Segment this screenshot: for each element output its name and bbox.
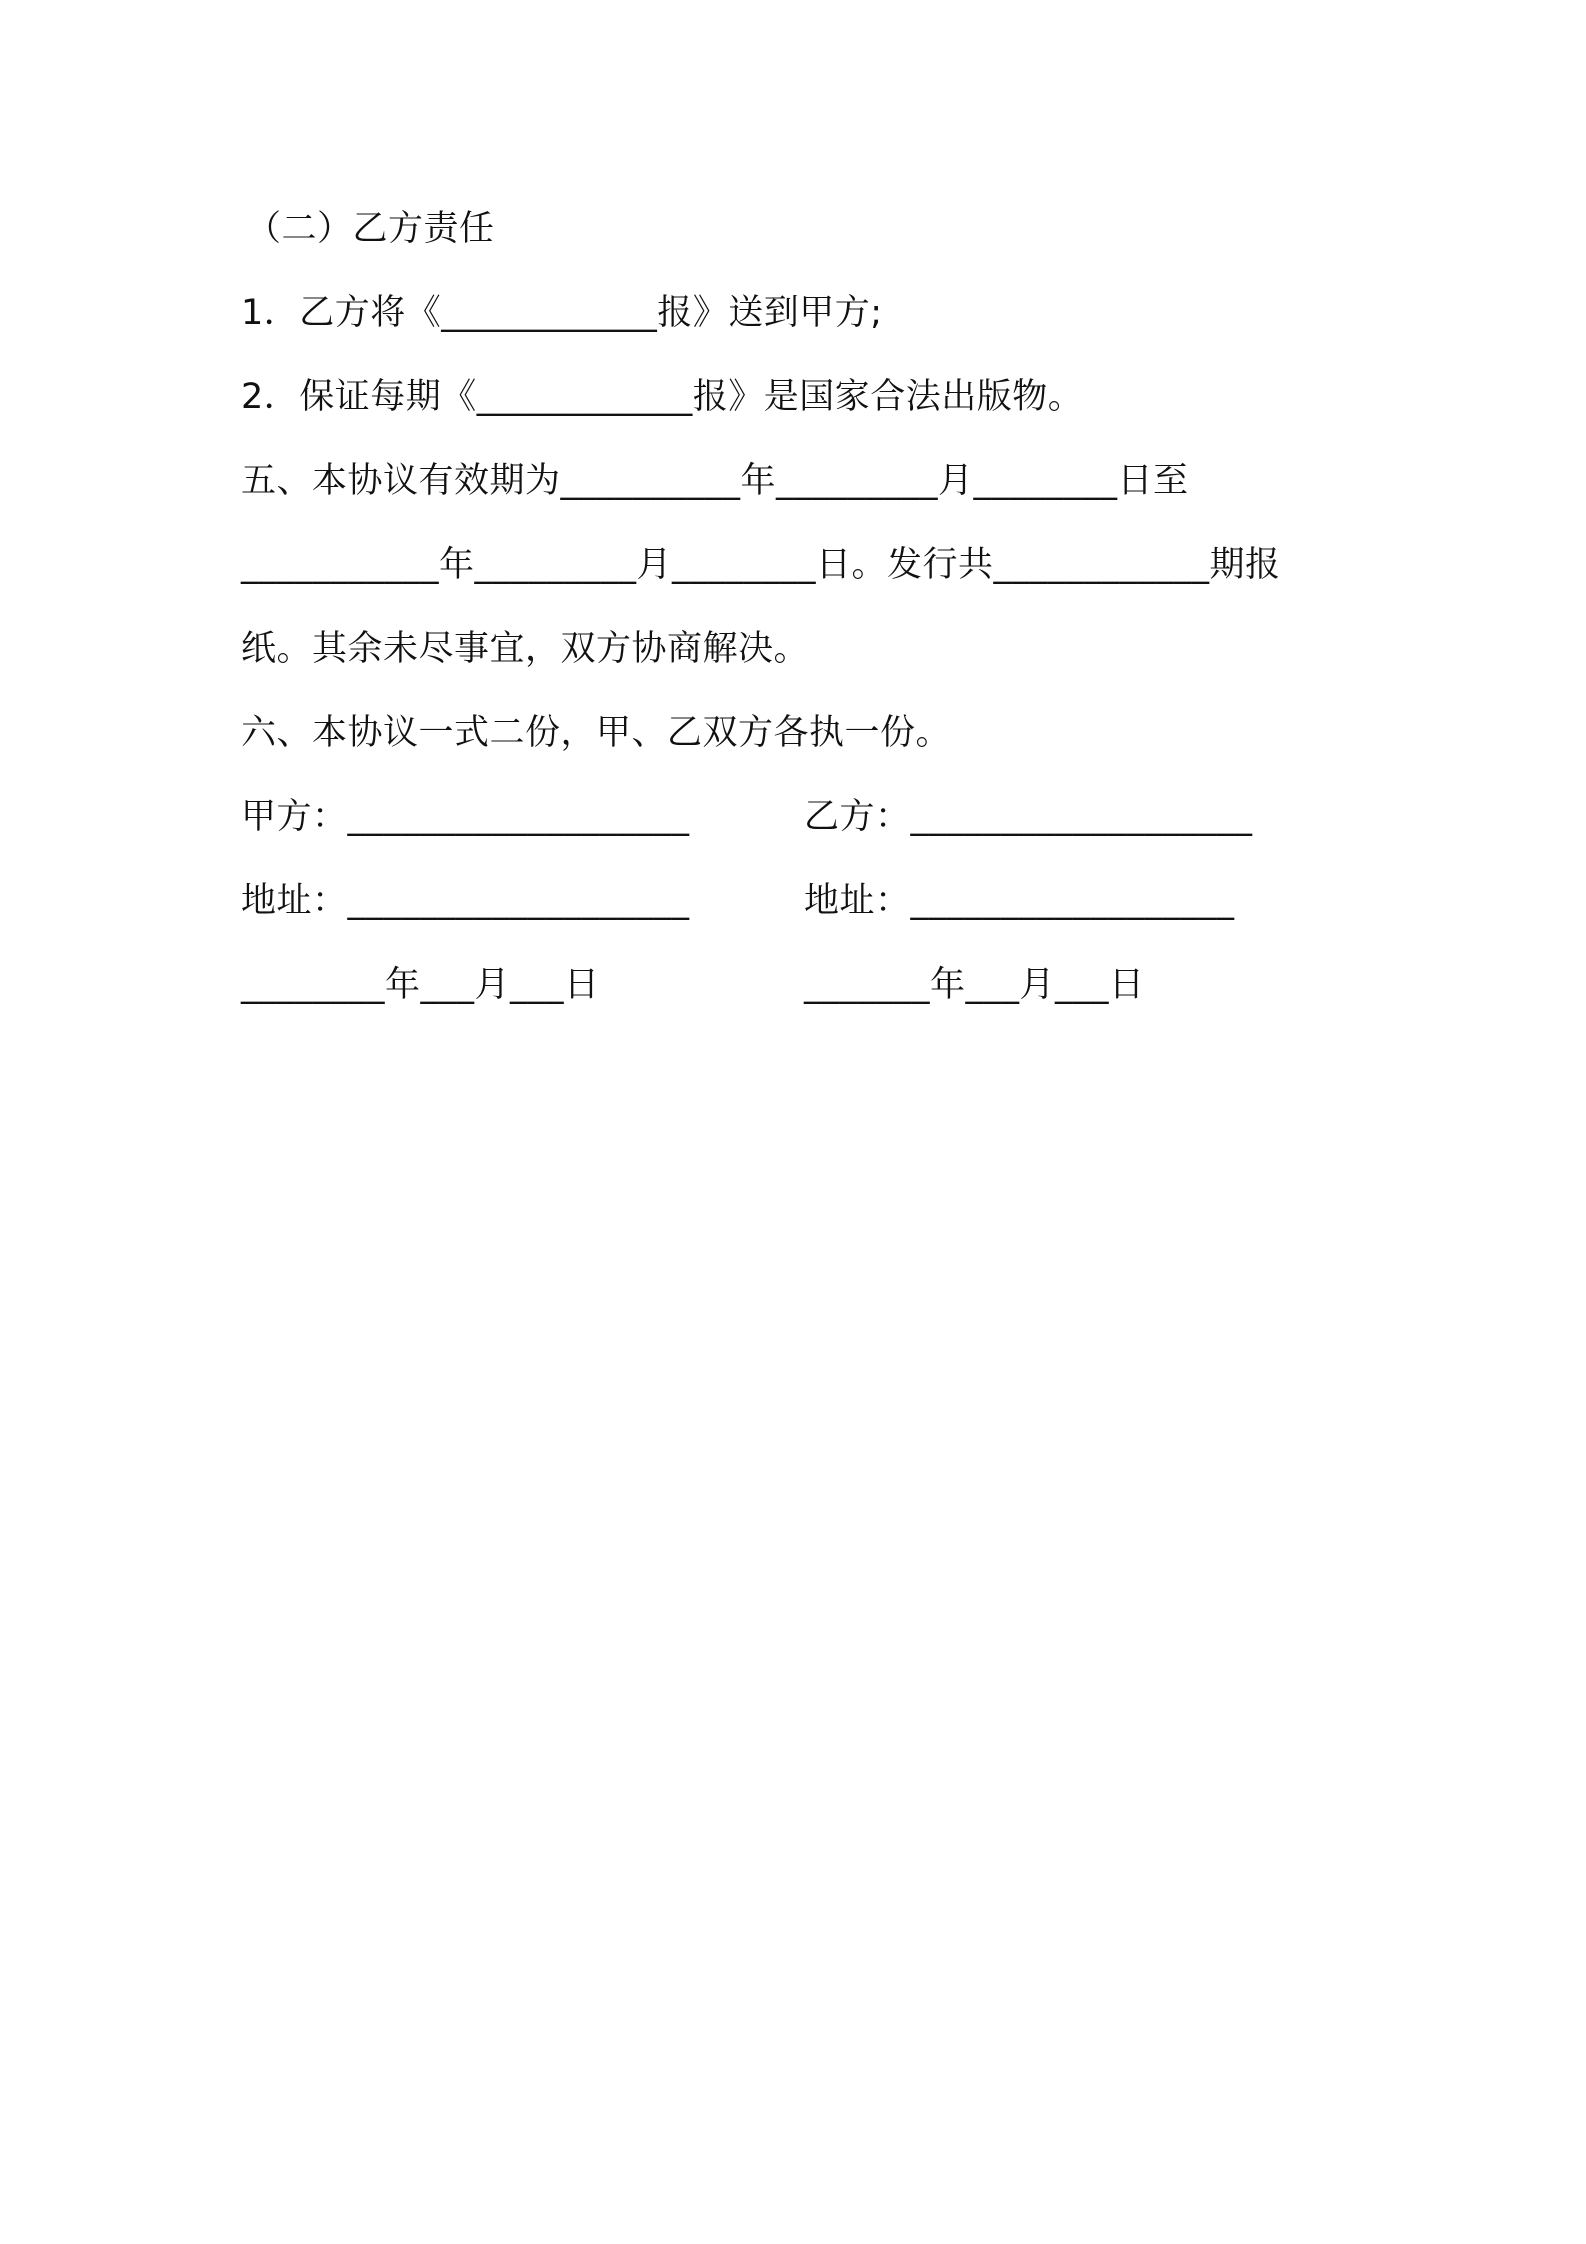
clause-five-line-2: ___________年_________月________日。发行共____________期报 [241, 545, 1281, 585]
party-b-date-line: _______年___月___日 [804, 965, 1145, 1005]
clause-six: 六、本协议一式二份，甲、乙双方各执一份。 [241, 713, 952, 753]
clause-five-line-3: 纸。其余未尽事宜，双方协商解决。 [241, 629, 810, 669]
party-a-name-line: 甲方：___________________ [241, 797, 690, 837]
item-2: 2．保证每期《____________报》是国家合法出版物。 [241, 377, 1084, 417]
party-a-address-line: 地址：___________________ [241, 881, 690, 921]
clause-five-line-1: 五、本协议有效期为__________年_________月________日至 [241, 461, 1189, 501]
party-b-address-line: 地址：__________________ [804, 881, 1235, 921]
section-heading: （二）乙方责任 [246, 209, 495, 249]
party-b-name-line: 乙方：___________________ [804, 797, 1253, 837]
party-a-date-line: ________年___月___日 [241, 965, 600, 1005]
item-1: 1．乙方将《____________报》送到甲方; [241, 293, 883, 333]
